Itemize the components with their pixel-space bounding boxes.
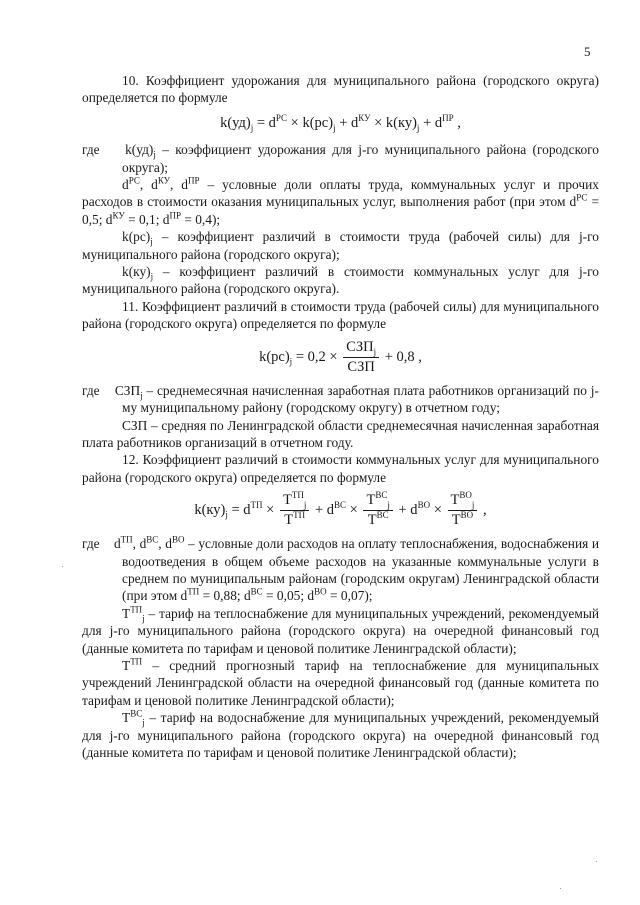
formula-term: × k(ку) (370, 114, 417, 131)
symbol-sup: ВО (314, 586, 327, 597)
definition-text: – коэффициент удорожания для j-го муниципального района (городского округа); (122, 142, 599, 175)
formula-term: , (453, 114, 461, 131)
paragraph-12-intro: 12. Коэффициент различий в стоимости коммунальных услуг для муниципального района (городского округа) определяется по формуле (82, 452, 599, 485)
formula-term: T (366, 492, 376, 509)
definition-text: – условные доли расходов на оплату теплоснабжения, водоснабжения и водоотведения в общем объеме расходов на указанные коммунальные услуги в среднем по муниципальным районам (городским округам) Ленинградской области (при этом d (122, 536, 600, 604)
definition-text: – средний прогнозный тариф на теплоснабжение для муниципальных учреждений Ленинградской области на очередной финансовый год (данные комитета по тарифам и ценовой политике Ленинградской области); (82, 657, 599, 708)
fraction-numerator (363, 492, 392, 511)
formula-term: × (346, 501, 362, 518)
definition-text: – условные доли оплаты труда, коммунальных услуг и прочих расходов в стоимости оказания муниципальных услуг, выполнения работ (при этом d (82, 177, 599, 210)
formula-term: + d (394, 501, 418, 518)
definition-t-vs-j (82, 709, 599, 761)
formula-k-rs (82, 339, 599, 376)
formula-sub: j (289, 356, 293, 367)
symbol: k(ку) (122, 264, 151, 280)
formula-sup: ПР (442, 112, 454, 123)
formula-term: × (262, 501, 278, 518)
formula-k-ud (82, 112, 599, 133)
formula-sup: ТП (250, 500, 263, 511)
formula-sub: j (416, 122, 420, 133)
symbol-sub: j (142, 717, 145, 728)
formula-term: k(ку) (194, 501, 226, 518)
formula-sup: ВО (459, 490, 472, 501)
formula-term: × (430, 501, 446, 518)
symbol: , d (170, 177, 188, 193)
formula-term: T (284, 512, 294, 529)
fraction-numerator (448, 492, 478, 511)
gde-word: где (82, 536, 100, 552)
formula-term: T (282, 492, 292, 509)
formula-term: = d (253, 114, 276, 131)
formula-k-ku (82, 492, 599, 529)
symbol-sup: КУ (112, 210, 125, 221)
formula-fraction (363, 492, 392, 529)
formula-sub: j (250, 122, 254, 133)
gde-word: где (82, 142, 100, 158)
formula-fraction (343, 339, 379, 376)
symbol-sup: ТП (130, 604, 143, 615)
symbol-sup: ТП (187, 586, 200, 597)
symbol-sup: ВС (250, 586, 263, 597)
symbol-sup: РС (576, 192, 588, 203)
formula-term: , (479, 501, 487, 518)
definition-text: = 0,07); (326, 588, 373, 604)
formula-sup: ТП (291, 490, 304, 501)
symbol: k(рс) (122, 229, 151, 245)
definition-k-rs (82, 228, 599, 263)
fraction-numerator (343, 339, 379, 358)
symbol-sup: ТП (130, 656, 143, 667)
definition-t-tp (82, 657, 599, 709)
definition-text: – среднемесячная начисленная заработная плата работников организаций по j-му муниципальному району (городскому округу) в отчетном году; (122, 382, 599, 416)
fraction-denominator (363, 511, 392, 529)
formula-sub: j (225, 509, 228, 520)
formula-sup: РС (275, 112, 288, 123)
scan-speck (596, 861, 597, 862)
formula-sub: j (373, 346, 377, 357)
fraction-denominator (448, 511, 478, 529)
symbol-sup: ТП (120, 534, 133, 545)
definition-szp: СЗП – средняя по Ленинградской области среднемесячная начисленная заработная плата работников организаций в отчетном году. (82, 417, 599, 450)
formula-term: + d (311, 501, 335, 518)
formula-term: × k(рс) (287, 114, 334, 131)
symbol-sup: ПР (188, 175, 200, 186)
definition-text: = 0,05; d (262, 588, 315, 604)
fraction-denominator (280, 511, 309, 529)
formula-term: k(рс) (259, 348, 290, 365)
symbol: T (122, 657, 131, 673)
symbol-sup: ВО (171, 534, 185, 545)
formula-sup: КУ (358, 112, 371, 123)
formula-term: = d (227, 501, 251, 518)
symbol: , d (132, 536, 147, 552)
formula-sub: j (333, 122, 336, 133)
definition-text: – тариф на водоснабжение для муниципальных учреждений, рекомендуемый для j-го муниципального района (городского округа) на очередной финансовый год (данные комитета по тарифам и ценовой политике Ленинградской области); (82, 710, 599, 760)
symbol: , d (139, 177, 158, 193)
definition-text: – тариф на теплоснабжение для муниципальных учреждений, рекомендуемый для j-го муниципального района (городского округа) на очередной финансовый год (данные комитета по тарифам и ценовой политике Ленинградской области); (82, 605, 599, 656)
formula-sup: ВС (376, 510, 389, 521)
scan-speck (62, 566, 63, 567)
formula-term: T (451, 512, 461, 529)
symbol: d (113, 536, 121, 552)
definition-k-ud (82, 141, 599, 176)
definition-utility-shares (82, 535, 599, 605)
symbol-sup: ВС (130, 708, 143, 719)
document-body (82, 72, 599, 761)
symbol-sup: ПР (169, 210, 181, 221)
symbol: k(уд) (125, 142, 154, 158)
symbol-sub: j (153, 149, 156, 160)
symbol-sup: КУ (157, 175, 171, 186)
definition-text: – коэффициент различий в стоимости труда (рабочей силы) для j-го муниципального района (городского округа); (82, 229, 599, 262)
symbol-sub: j (140, 390, 143, 401)
formula-term: T (367, 512, 377, 529)
formula-sup: ВО (417, 500, 431, 511)
symbol-sup: РС (128, 175, 140, 186)
formula-term: = 0,2 × (292, 348, 342, 365)
fraction-numerator (280, 492, 309, 511)
definition-text: = 0,4); (180, 211, 221, 227)
scan-speck (560, 888, 561, 889)
symbol: СЗП (114, 382, 141, 398)
paragraph-11-intro: 11. Коэффициент различий в стоимости труда (рабочей силы) для муниципального района (городского округа) определяется по формуле (82, 298, 599, 332)
page-number: 5 (584, 44, 591, 59)
formula-term: + 0,8 , (381, 348, 422, 365)
formula-fraction (448, 492, 478, 529)
formula-sub: j (303, 500, 307, 511)
formula-term: + d (335, 114, 359, 131)
formula-term: T (450, 492, 460, 509)
formula-term: k(уд) (220, 114, 251, 131)
formula-sub: j (387, 500, 390, 511)
definition-szp-j (82, 382, 599, 417)
definition-text: = 0,5; d (82, 194, 599, 227)
symbol: T (122, 710, 131, 726)
formula-sup: ВС (334, 500, 347, 511)
fraction-denominator: СЗП (347, 358, 375, 375)
definition-k-ku (82, 263, 599, 298)
paragraph-10-intro: 10. Коэффициент удорожания для муниципального района (городского округа) определяется по формуле (82, 73, 599, 106)
definition-t-tp-j (82, 605, 599, 657)
symbol: d (122, 177, 129, 193)
gde-word: где (82, 382, 100, 398)
symbol: T (122, 605, 131, 621)
formula-fraction (280, 492, 309, 529)
symbol-sup: ВС (146, 534, 159, 545)
definition-shares (82, 176, 599, 228)
symbol-sub: j (142, 613, 145, 624)
formula-term: + d (419, 114, 443, 131)
formula-sub: j (471, 500, 475, 511)
definition-text: = 0,88; d (199, 588, 251, 604)
symbol: , d (158, 536, 172, 552)
formula-sup: ТП (293, 510, 306, 521)
formula-term: СЗП (346, 338, 374, 355)
formula-sup: ВО (460, 510, 474, 521)
formula-sup: ВС (375, 490, 388, 501)
definition-text: – коэффициент различий в стоимости коммунальных услуг для j-го муниципального района (городского округа). (82, 264, 599, 297)
symbol-sub: j (150, 236, 153, 247)
symbol-sub: j (150, 271, 154, 282)
definition-text: = 0,1; d (124, 211, 170, 227)
